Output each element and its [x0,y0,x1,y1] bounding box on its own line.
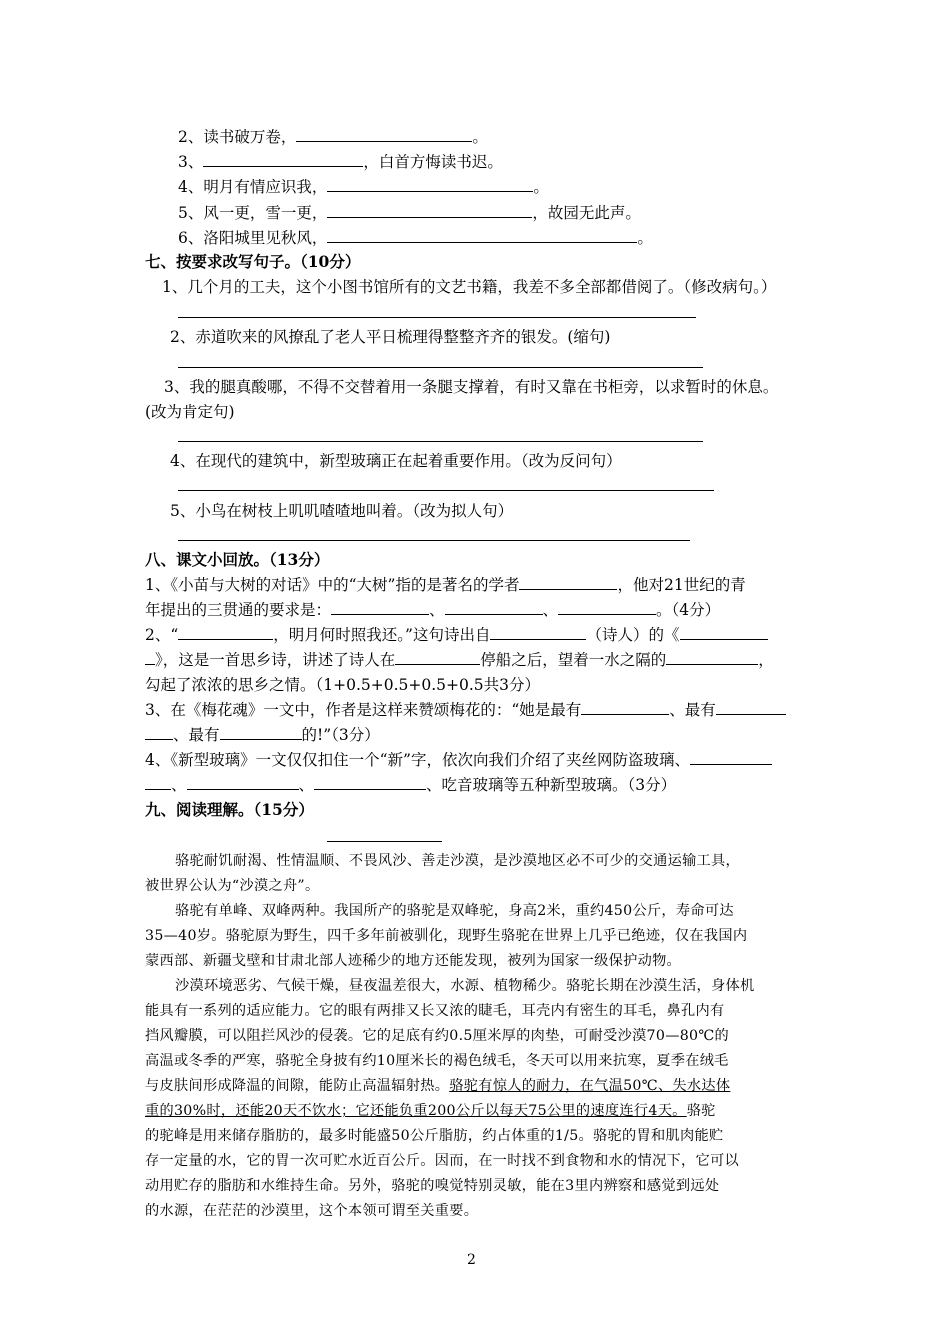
passage-p3-line7: 的驼峰是用来储存脂肪的，最多时能盛50公斤脂肪，约占体重的1/5。骆驼的胃和肌肉能贮 [145,1128,724,1144]
answer-blank[interactable] [220,725,302,740]
passage-p3-line1: 沙漠环境恶劣、气候干燥，昼夜温差很大，水源、植物稀少。骆驼长期在沙漠生活，身体机 [175,978,755,994]
s8-q1-line2: 年提出的三贯通的要求是： 、 、 。（4分） [145,601,721,619]
answer-blank[interactable] [327,177,533,192]
s7-q4: 4、在现代的建筑中，新型玻璃正在起着重要作用。（改为反问句） [170,452,622,470]
s6-q6: 6、洛阳城里见秋风， 。 [178,229,653,247]
s8-q3-line2: 、最有 的!”（3分） [145,725,380,745]
answer-blank[interactable] [490,625,586,640]
answer-blank[interactable] [314,775,426,790]
s8-q4-line1: 4、《新型玻璃》一文仅仅扣住一个“新”字，依次向我们介绍了夹丝网防盗玻璃、 [145,750,772,770]
answer-line[interactable] [178,540,690,541]
passage-p2-line3: 蒙西部、新疆戈壁和甘肃北部人迹稀少的地方还能发现，被列为国家一级保护动物。 [145,953,682,969]
answer-blank[interactable] [395,650,480,665]
s8-q2-line3: 勾起了浓浓的思乡之情。（1+0.5+0.5+0.5+0.5共3分） [145,676,541,694]
s6-q4: 4、明月有情应识我， 。 [178,178,549,196]
answer-blank[interactable] [666,650,758,665]
s8-q4-line2: 、 、 、吃音玻璃等五种新型玻璃。（3分） [145,775,676,795]
answer-blank[interactable] [331,600,429,615]
passage-p1-line1: 骆驼耐饥耐渴、性情温顺、不畏风沙、善走沙漠，是沙漠地区必不可少的交通运输工具， [175,853,741,869]
answer-blank[interactable] [145,650,155,665]
s7-q5: 5、小鸟在树枝上叽叽喳喳地叫着。（改为拟人句） [170,502,514,520]
answer-blank[interactable] [445,600,543,615]
page-number: 2 [467,1252,476,1268]
answer-blank[interactable] [327,203,532,218]
section7-title: 七、按要求改写句子。（10分） [145,252,361,271]
answer-blank[interactable] [178,625,273,640]
s7-q1: 1、几个月的工夫，这个小图书馆所有的文艺书籍，我差不多全部都借阅了。（修改病句。） [162,278,777,296]
passage-p2-line2: 35—40岁。骆驼原为野生，四千多年前被驯化，现野生骆驼在世界上几乎已绝迹，仅在我国内 [145,928,748,944]
answer-blank[interactable] [716,700,786,715]
passage-p1-line2: 被世界公认为“沙漠之舟”。 [145,878,320,894]
answer-line[interactable] [178,441,703,442]
answer-blank[interactable] [327,228,637,243]
s8-q2-line2: 》，这是一首思乡诗，讲述了诗人在 停船之后，望着一水之隔的 ， [145,650,774,670]
answer-line[interactable] [178,367,703,368]
passage-p3-line5: 与皮肤间形成降温的间隙，能防止高温辐射热。骆驼有惊人的耐力，在气温50℃、失水达体 [145,1078,731,1094]
passage-p3-line4: 高温或冬季的严寒，骆驼全身披有约10厘米长的褐色绒毛，冬天可以用来抗寒，夏季在绒毛 [145,1053,729,1069]
s7-q3-line2: (改为肯定句) [145,403,235,421]
answer-blank[interactable] [145,775,171,790]
answer-blank[interactable] [690,750,772,765]
passage-p3-line8: 存一定量的水，它的胃一次可贮水近百公斤。因而，在一时找不到食物和水的情况下，它可以 [145,1153,739,1169]
passage-p3-line10: 的水源，在茫茫的沙漠里，这个本领可谓至关重要。 [145,1203,479,1219]
passage-p2-line1: 骆驼有单峰、双峰两种。我国所产的骆驼是双峰驼，身高2米，重约450公斤，寿命可达 [175,903,734,919]
s7-q2: 2、赤道吹来的风撩乱了老人平日梳理得整整齐齐的银发。(缩句) [170,328,611,346]
s6-q2: 2、读书破万卷， 。 [178,128,488,146]
s6-q3: 3、 ，白首方悔读书迟。 [178,153,503,171]
answer-blank[interactable] [145,725,173,740]
section9-title: 九、阅读理解。（15分） [145,800,314,819]
answer-blank[interactable] [519,575,617,590]
underlined-sentence: 重的30%时，还能20天不饮水；它还能负重200公斤以每天75公里的速度连行4天。 [145,1103,687,1119]
s6-q5: 5、风一更，雪一更， ，故园无此声。 [178,204,641,222]
s8-q1-line1: 1、《小苗与大树的对话》中的“大树”指的是著名的学者 ，他对21世纪的青 [145,576,746,594]
s7-q3-line1: 3、我的腿真酸哪，不得不交替着用一条腿支撑着，有时又靠在书柜旁，以求暂时的休息。 [164,378,779,396]
passage-p3-line9: 动用贮存的脂肪和水维持生命。另外，骆驼的嗅觉特别灵敏，能在3里内辨察和感觉到远处 [145,1178,720,1194]
passage-p3-line3: 挡风瓣膜，可以阻拦风沙的侵袭。它的足底有约0.5厘米厚的肉垫，可耐受沙漠70—80℃的 [145,1028,730,1044]
answer-blank[interactable] [296,127,472,142]
answer-line[interactable] [178,317,696,318]
answer-blank[interactable] [581,700,669,715]
answer-line[interactable] [178,490,714,491]
answer-blank[interactable] [187,775,299,790]
passage-p3-line6: 重的30%时，还能20天不饮水；它还能负重200公斤以每天75公里的速度连行4天。骆驼 [145,1103,716,1119]
passage-p3-line2: 能具有一系列的适应能力。它的眼有两排又长又浓的睫毛，耳壳内有密生的耳毛，鼻孔内有 [145,1003,725,1019]
s8-q2-line1: 2、“ ，明月何时照我还。”这句诗出自 （诗人）的《 [145,625,768,645]
underlined-sentence: 骆驼有惊人的耐力，在气温50℃、失水达体 [449,1078,731,1094]
s8-q3-line1: 3、在《梅花魂》一文中，作者是这样来赞颂梅花的：“她是最有 、最有 [145,700,786,720]
answer-blank[interactable] [203,152,363,167]
passage-title-blank[interactable] [327,841,442,842]
answer-blank[interactable] [680,625,768,640]
answer-blank[interactable] [558,600,656,615]
section8-title: 八、课文小回放。（13分） [145,550,330,569]
